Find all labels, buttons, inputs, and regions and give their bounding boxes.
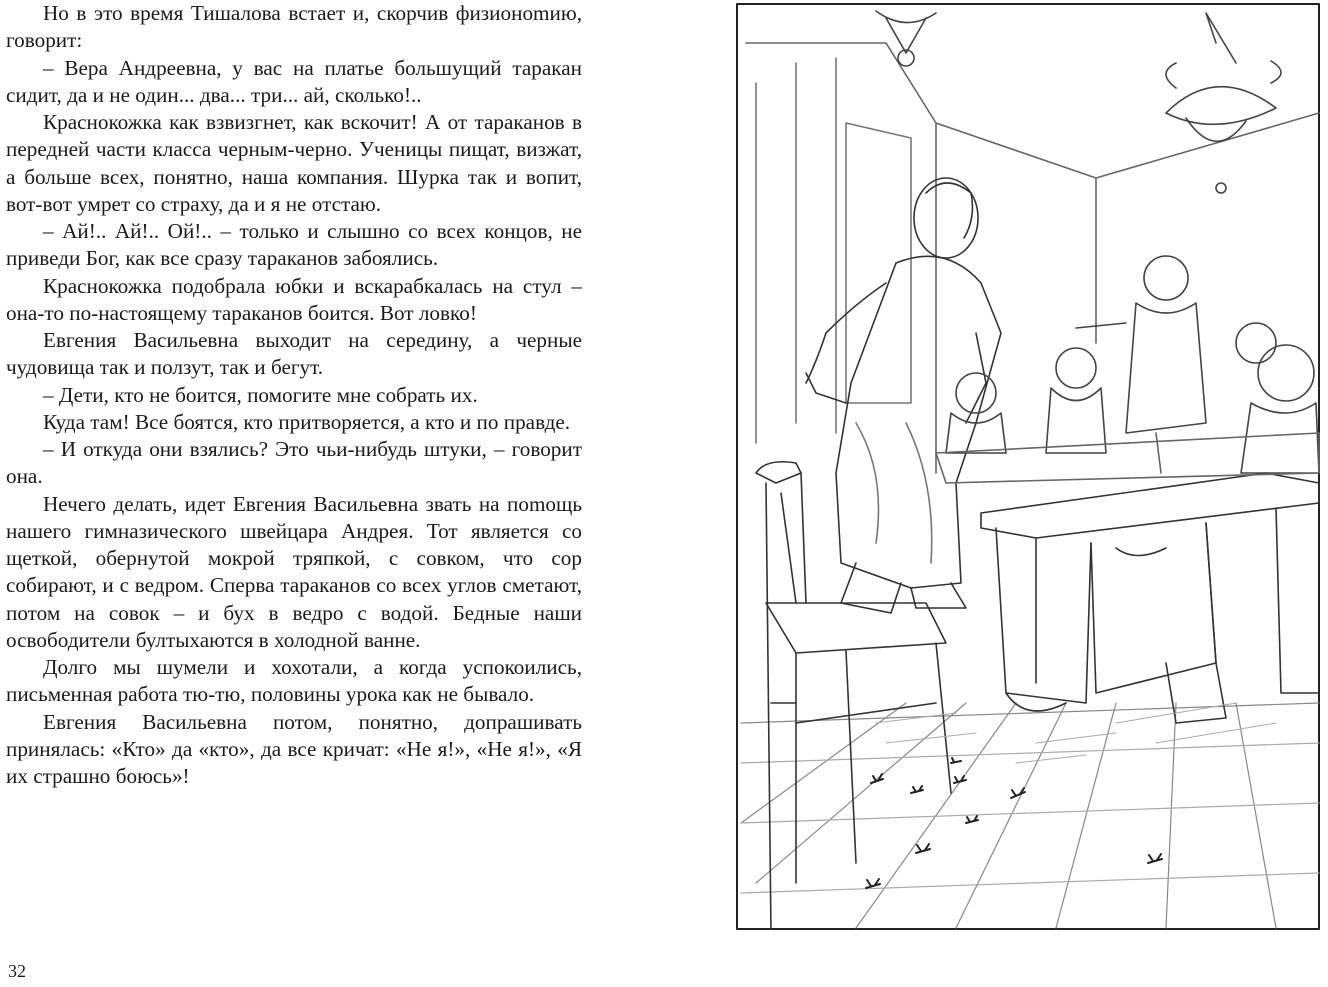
student-desks xyxy=(936,433,1319,483)
classroom-illustration xyxy=(736,3,1320,930)
floor-boards xyxy=(741,703,1319,928)
paragraph: Евгения Васильевна потом, понятно, допрашивать принялась: «Кто» да «кто», да все кричат: «Не я!», «Не я!», «Я их страшно боюсь»! xyxy=(6,709,582,788)
paragraph: Долго мы шумели и хохотали, а когда успокоились, письменная работа тю-тю, половины урока как не бывало. xyxy=(6,655,582,707)
illustration-frame xyxy=(737,4,1319,929)
text-column xyxy=(6,0,582,790)
chair xyxy=(756,462,951,930)
paragraph: Краснокожка подобрала юбки и вскарабкалась на стул – она-то по-настоящему тараканов боится. Вот ловко! xyxy=(6,273,582,325)
paragraph: – И откуда они взялись? Это чьи-нибудь штуки, – говорит она. xyxy=(6,437,582,489)
paragraph: Но в это время Тишалова встает и, скорчив физионоmию, говорит: xyxy=(6,1,582,53)
paragraph: – Дети, кто не боится, помогите мне собрать их. xyxy=(43,382,478,407)
paragraph: – Вера Андреевна, у вас на платье большущий таракан сидит, да и не один... два... три... ай, сколько!.. xyxy=(6,55,582,107)
paragraph: Куда там! Все боятся, кто притворяется, а кто и по правде. xyxy=(43,409,571,434)
wall-lines xyxy=(746,43,1319,473)
teacher-desk xyxy=(981,473,1319,723)
paragraph: Краснокожка как взвизгнет, как вскочит! А от тараканов в передней части класса черным-черно. Ученицы пищат, визжат, а больше всех, понятно, наша компания. Шурка так и вопит, вот-вот умрет со страху, да и я не отстаю. xyxy=(6,110,582,216)
paragraph: Нечего делать, идет Евгения Васильевна звать на поmощь нашего гимназического швейцара Андрея. Тот является со щеткой, обернутой мокрой тряпкой, с совком, что сор собирают, и с ведром. Сперва тараканов со всех углов сметают, потом на совок – и бух в ведро с водой. Бедные наши освободители бултыхаются в холодной ванне. xyxy=(6,491,582,652)
paragraph: – Ай!.. Ай!.. Ой!.. – только и слышно со всех концов, не приведи Бог, как все сразу тараканов забоялись. xyxy=(6,219,582,271)
students-group xyxy=(946,256,1319,473)
page-number: 32 xyxy=(8,961,26,981)
cockroach-icon xyxy=(866,758,1162,888)
paragraph: Евгения Васильевна выходит на середину, а черные чудовища так и ползут, так и бегут. xyxy=(6,328,582,380)
